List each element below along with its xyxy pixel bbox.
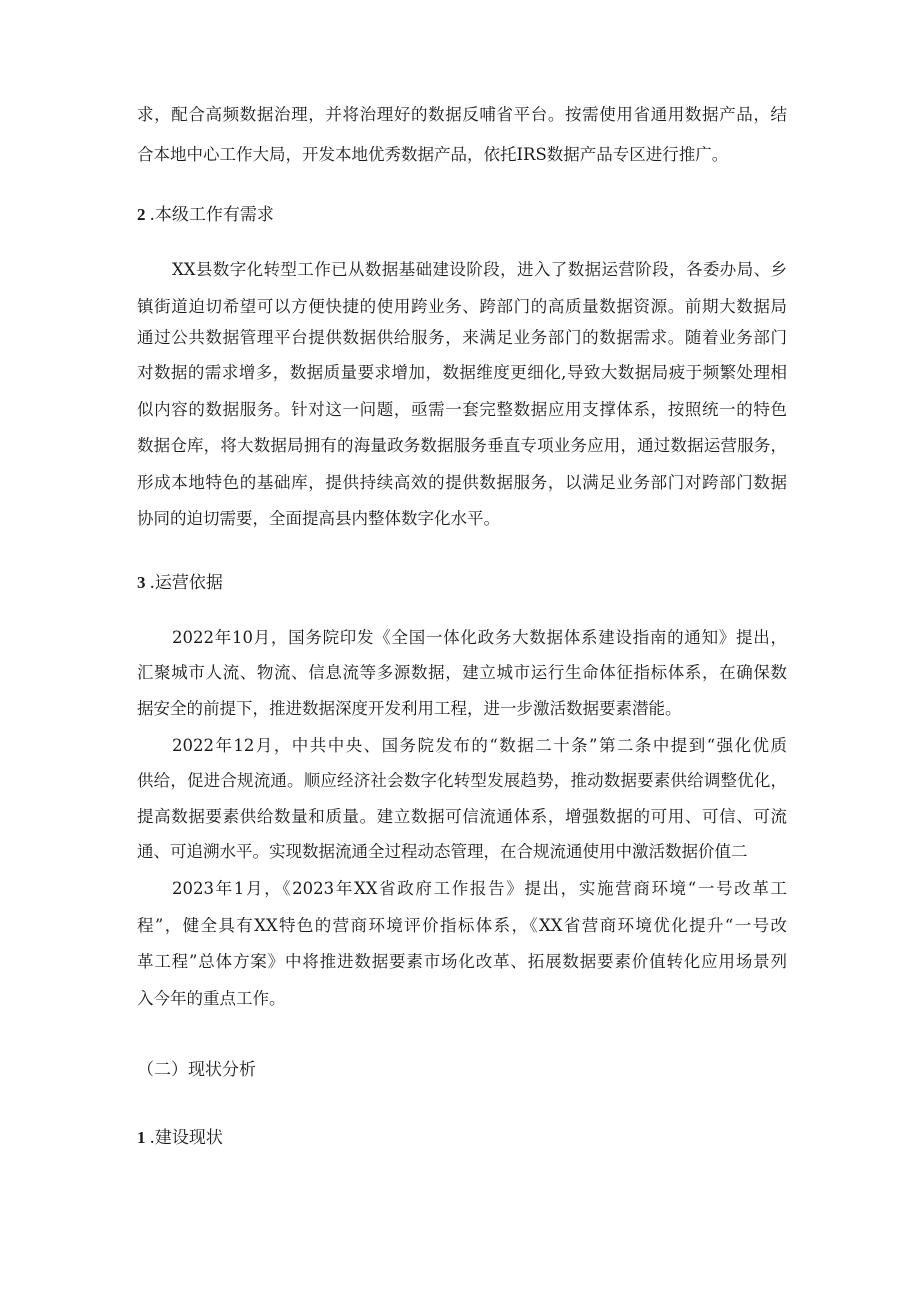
text-line: 程”，健全具有XX特色的营商环境评价指标体系，《XX省营商环境优化提升“一号改: [137, 916, 787, 935]
section-title: .建设现状: [149, 1128, 223, 1148]
section-title: .运营依据: [149, 573, 223, 593]
section-heading: [137, 571, 223, 595]
text-line: 协同的迫切需要，全面提高县内整体数字化水平。: [137, 509, 500, 528]
section-number: 3: [137, 573, 146, 592]
text-line: 对数据的需求增多，数据质量要求增加，数据维度更细化,导致大数据局疲于频繁处理相: [137, 363, 787, 382]
text-line: 革工程”总体方案》中将推进数据要素市场化改革、拓展数据要素价值转化应用场景列: [137, 952, 787, 971]
section-title: .本级工作有需求: [149, 205, 274, 225]
text-line: 通过公共数据管理平台提供数据供给服务，来满足业务部门的数据需求。随着业务部门: [137, 328, 787, 347]
text-line: 2023年1月，《2023年XX省政府工作报告》提出，实施营商环境“一号改革工: [172, 879, 787, 898]
text-line: 提高数据要素供给数量和质量。建立数据可信流通体系，增强数据的可用、可信、可流: [137, 807, 787, 826]
text-line: 似内容的数据服务。针对这一问题，亟需一套完整数据应用支撑体系，按照统一的特色: [137, 400, 787, 419]
text-line: 汇聚城市人流、物流、信息流等多源数据，建立城市运行生命体征指标体系，在确保数: [137, 663, 787, 682]
section-number: 1: [137, 1128, 146, 1147]
section-number: 2: [137, 205, 146, 224]
text-line: 合本地中心工作大局，开发本地优秀数据产品，依托IRS数据产品专区进行推广。: [137, 145, 729, 164]
text-line: 入今年的重点工作。: [137, 989, 286, 1008]
text-line: 供给，促进合规流通。顺应经济社会数字化转型发展趋势，推动数据要素供给调整优化，: [137, 771, 787, 790]
section-heading: [137, 203, 274, 227]
text-line: 2022年12月，中共中央、国务院发布的“数据二十条”第二条中提到“强化优质: [172, 736, 787, 755]
text-line: 2022年10月，国务院印发《全国一体化政务大数据体系建设指南的通知》提出，: [172, 628, 787, 647]
text-line: 据安全的前提下，推进数据深度开发利用工程，进一步激活数据要素潜能。: [137, 699, 682, 718]
text-line: 数据仓库，将大数据局拥有的海量政务数据服务垂直专项业务应用，通过数据运营服务，: [137, 436, 787, 455]
subsection-heading: （二）现状分析: [137, 1060, 256, 1080]
text-line: 通、可追溯水平。实现数据流通全过程动态管理，在合规流通使用中激活数据价值二: [137, 842, 748, 861]
text-line: 镇街道迫切希望可以方便快捷的使用跨业务、跨部门的高质量数据资源。前期大数据局: [137, 297, 787, 316]
text-line: XX县数字化转型工作已从数据基础建设阶段，进入了数据运营阶段，各委办局、乡: [172, 260, 787, 279]
section-heading: [137, 1126, 223, 1150]
text-line: 求，配合高频数据治理，并将治理好的数据反哺省平台。按需使用省通用数据产品，结: [137, 105, 787, 124]
text-line: 形成本地特色的基础库，提供持续高效的提供数据服务，以满足业务部门对跨部门数据: [137, 473, 787, 492]
